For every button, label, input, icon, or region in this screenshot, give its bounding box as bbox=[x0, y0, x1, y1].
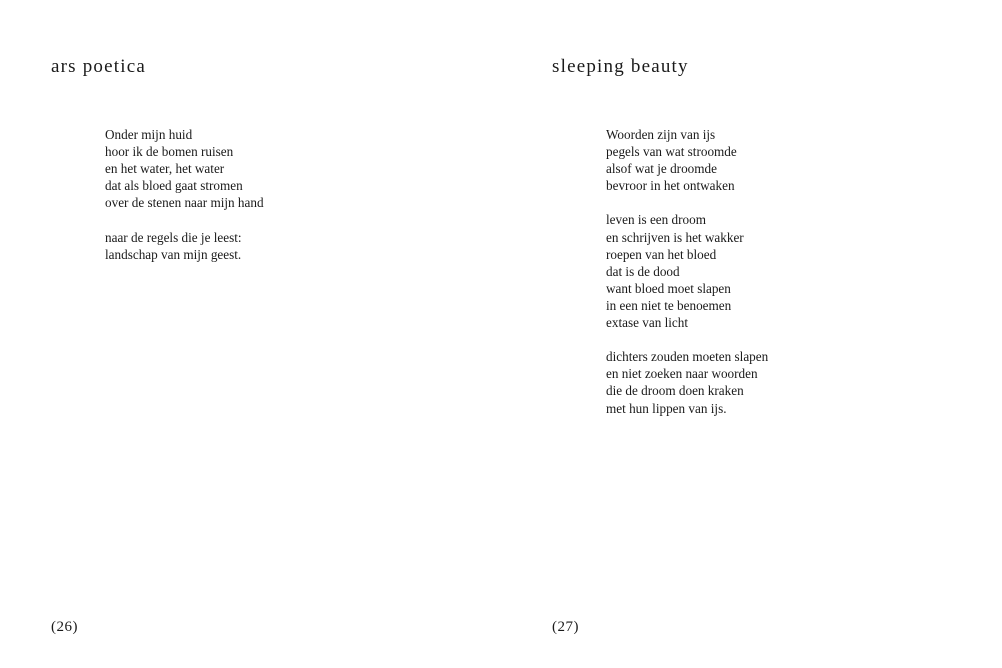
poem-line: leven is een droom bbox=[606, 212, 706, 228]
poem-line: en schrijven is het wakker bbox=[606, 229, 744, 245]
poem-title: ars poetica bbox=[51, 56, 146, 77]
poem-line: naar de regels die je leest: bbox=[105, 229, 242, 245]
poem-line: want bloed moet slapen bbox=[606, 280, 731, 296]
poem-line: Onder mijn huid bbox=[105, 127, 193, 142]
poem-line: over de stenen naar mijn hand bbox=[105, 195, 264, 211]
poem-line: Woorden zijn van ijs bbox=[606, 127, 716, 142]
stanza bbox=[105, 229, 264, 263]
page-number: (26) bbox=[51, 619, 78, 635]
poem-line: extase van licht bbox=[606, 315, 689, 331]
poem-line: roepen van het bloed bbox=[606, 246, 717, 262]
right-page bbox=[501, 0, 1002, 668]
poem-body bbox=[606, 126, 768, 417]
poem-line: dat is de dood bbox=[606, 263, 680, 279]
poem-line: alsof wat je droomde bbox=[606, 161, 717, 177]
poem-line: en niet zoeken naar woorden bbox=[606, 366, 758, 382]
poem-line: dat als bloed gaat stromen bbox=[105, 178, 243, 194]
poem-body bbox=[105, 126, 264, 263]
stanza bbox=[606, 211, 768, 331]
stanza bbox=[606, 126, 768, 194]
poem-line: in een niet te benoemen bbox=[606, 297, 732, 313]
page-number: (27) bbox=[552, 619, 579, 635]
poem-line: bevroor in het ontwaken bbox=[606, 178, 735, 194]
poem-line: dichters zouden moeten slapen bbox=[606, 349, 769, 365]
poem-line: met hun lippen van ijs. bbox=[606, 400, 727, 416]
poem-line: landschap van mijn geest. bbox=[105, 246, 242, 262]
poem-line: hoor ik de bomen ruisen bbox=[105, 144, 234, 160]
poem-line: pegels van wat stroomde bbox=[606, 144, 737, 160]
stanza bbox=[105, 126, 264, 211]
stanza bbox=[606, 348, 768, 416]
poem-title: sleeping beauty bbox=[552, 56, 689, 77]
poem-line: en het water, het water bbox=[105, 161, 225, 177]
poem-line: die de droom doen kraken bbox=[606, 383, 744, 399]
